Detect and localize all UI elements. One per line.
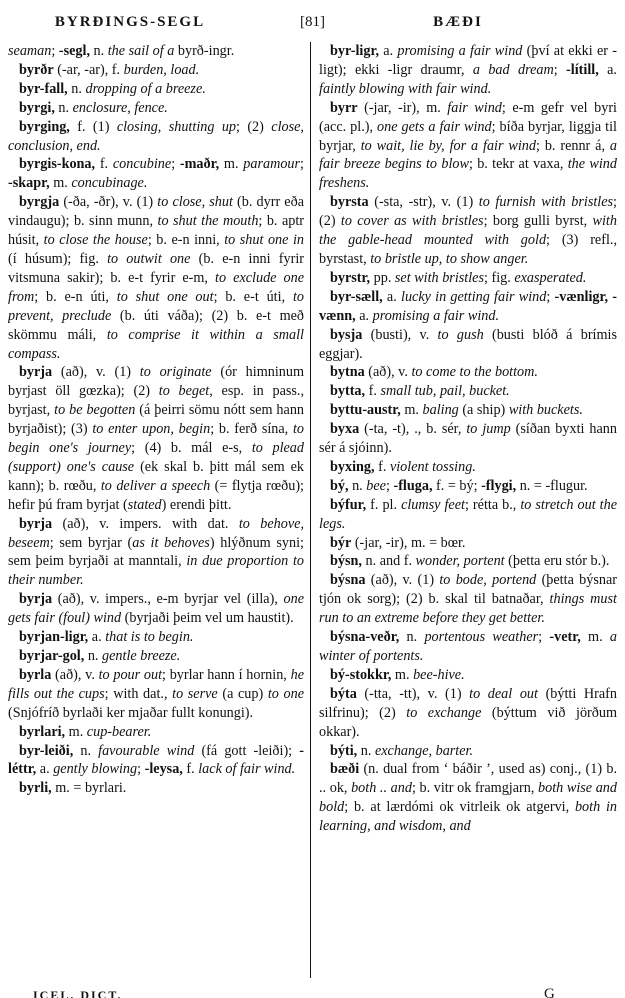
gloss: violent tossing. (389, 458, 476, 475)
running-head-left: BYRÐINGS-SEGL (54, 14, 206, 30)
gloss: seaman (8, 43, 52, 59)
text-run: n. (67, 80, 86, 97)
dictionary-entry (8, 742, 304, 780)
dictionary-entry (8, 155, 304, 193)
gloss: a fair breeze begins to blow (319, 137, 617, 173)
text-run: (að), v. (364, 364, 412, 381)
text-run: (að), v. (51, 666, 99, 683)
text-run: (-ar, -ar), f. (53, 61, 124, 78)
dictionary-entry (8, 61, 304, 80)
headword: byrja (19, 515, 53, 532)
text-run: (ek skal b. þitt mál sem ek kann); b. rœðu, (8, 458, 304, 494)
text-run: ; b. e-n inni, (147, 232, 225, 249)
dictionary-entry (319, 742, 617, 761)
headword: -flygi, (481, 477, 517, 494)
gloss: exasperated. (514, 269, 587, 286)
text-run: ; b. e-t úti, (213, 288, 293, 305)
text-run: a. (36, 761, 54, 778)
text-run: f. (95, 156, 113, 173)
text-run: (= flytja rœðu); hefir þú fram byrjat ( (8, 477, 305, 513)
gloss: gently blowing (53, 761, 138, 778)
gloss: to wait, lie by, for a fair wind (360, 137, 536, 154)
text-run: f. = bý; (432, 477, 482, 494)
text-run: (b. e-n inni fyrir vitsmuna sakir); b. e-t fyrir e-m, (8, 250, 304, 286)
dictionary-entry (319, 326, 617, 364)
gloss: to pour out (98, 666, 163, 683)
dictionary-column-left (8, 42, 310, 978)
headword: býti, (330, 742, 358, 759)
gloss: dropping of a breeze. (85, 80, 206, 97)
gloss: the wind freshens. (319, 156, 617, 192)
text-run: f. (182, 761, 199, 778)
dictionary-entry (319, 401, 617, 420)
gloss: concubinage. (71, 175, 148, 192)
text-run: ; (546, 288, 555, 305)
headword: byxing, (330, 458, 375, 475)
text-run: n. (399, 629, 425, 646)
dictionary-entry (319, 288, 617, 326)
text-run: ; b. aptr húsit, (8, 213, 305, 249)
text-run: m. (400, 402, 423, 419)
dictionary-entry (319, 534, 617, 553)
text-run: , esp. in pass., byrjast, (8, 383, 305, 419)
text-run: (að), v. (1) (365, 572, 440, 589)
gloss: stated (127, 496, 162, 513)
dictionary-entry (319, 193, 617, 269)
text-run: ) erendi þitt. (161, 496, 232, 513)
text-run: (b. dyrr eða vindaugu); b. sinn munn, (8, 194, 304, 230)
dictionary-entry (8, 590, 304, 628)
running-head-right: BÆÐI (433, 14, 483, 30)
text-run: ; (3) refl., byrstast, (319, 232, 617, 267)
dictionary-entry (8, 666, 304, 723)
text-run: n. (357, 742, 375, 759)
dictionary-entry (8, 193, 304, 363)
text-run: a. (355, 307, 373, 324)
text-columns (8, 42, 618, 978)
headword: byrðr (19, 61, 54, 78)
gloss: bee (366, 477, 386, 494)
dictionary-entry (8, 118, 304, 156)
gloss: he fills out the cups (8, 666, 304, 702)
headword: -leysa, (144, 761, 183, 778)
gloss: to shut one in (224, 232, 304, 249)
gloss: to stretch out the legs. (319, 496, 617, 532)
text-run: (fá gott -leiði); (194, 742, 300, 759)
text-run: ; (4) b. mál e-s, (131, 440, 252, 457)
text-run: ; byrlar hann í hornin, (162, 666, 291, 683)
text-run: m. (49, 175, 72, 192)
dictionary-entry (319, 99, 617, 194)
dictionary-entry (8, 723, 304, 742)
headword: byrla (19, 666, 52, 683)
text-run: n. (73, 742, 99, 759)
gloss: to come to the bottom. (411, 364, 538, 381)
text-run: f. (365, 383, 381, 400)
text-run: ; (553, 61, 567, 78)
headword: byrgi, (19, 99, 55, 116)
text-run: (-jar, -ir), m. (357, 99, 448, 116)
gloss: to gush (437, 326, 484, 343)
dictionary-entry (8, 42, 304, 61)
text-run: ; with dat., (104, 685, 173, 702)
text-run: (þetta býsnar tjón ok sorg); (2) b. skal til batnaðar, (319, 572, 617, 608)
gloss: with buckets. (508, 402, 583, 419)
text-run: (busti blóð á brímis eggjar). (319, 326, 617, 362)
headword: byrlari, (19, 723, 66, 740)
gloss: a winter of portents. (319, 629, 617, 664)
gloss: baling (422, 402, 459, 419)
gloss: to prevent, preclude (8, 288, 304, 324)
gloss: portentous weather (424, 629, 539, 646)
text-run: f. (1) (69, 118, 117, 135)
text-run: ; (2) (236, 118, 272, 135)
gloss: both wise and bold (319, 780, 617, 816)
gloss: to exclude one from (8, 269, 305, 305)
headword: byr-sæll, (330, 288, 383, 305)
dictionary-entry (8, 80, 304, 99)
text-run: n. (348, 477, 367, 494)
gloss: lucky in getting fair wind (401, 288, 547, 305)
gloss: small tub, pail, bucket. (380, 383, 510, 400)
text-run: f. (374, 458, 390, 475)
text-run: n. (54, 99, 73, 116)
headword: býr (330, 534, 352, 551)
gloss: gentle breeze. (102, 648, 181, 664)
text-run: ; b. at lærdómi ok vitrleik ok atgervi, (344, 799, 575, 816)
gloss: to jump (466, 421, 511, 438)
gloss: faintly blowing with fair wind. (319, 80, 492, 97)
text-run: (að), v. (1) (52, 364, 140, 381)
headword: -vænligr, -vænn, (319, 288, 617, 324)
gloss: lack of fair wind. (198, 761, 296, 778)
headword: bý-stokkr, (330, 666, 392, 683)
text-run: (býtti Hrafn silfrinu); (2) (319, 685, 617, 721)
text-run: (þetta eru stór b.). (504, 553, 610, 570)
text-run: (a cup) (217, 685, 268, 702)
page-number: [81] (300, 14, 325, 30)
dictionary-entry (319, 382, 617, 401)
text-run: f. pl. (366, 496, 402, 513)
gloss: bee-hive. (413, 666, 465, 683)
dictionary-entry (319, 666, 617, 685)
gloss: set with bristles (394, 269, 484, 286)
text-run: ; (385, 477, 394, 494)
gloss: to comprise it within a small compass. (8, 326, 304, 362)
text-run: (að), v. impers., e-m byrjar vel (illa), (52, 591, 284, 608)
gloss: to bode, portend (439, 572, 537, 589)
text-run: (-jar, -ir), m. = bœr. (351, 534, 466, 551)
text-run: (byrjaði þeim vel um haustit). (121, 610, 294, 627)
headword: -maðr, (179, 156, 220, 173)
text-run: ; (300, 156, 304, 173)
headword: byr-leiði, (19, 742, 74, 759)
text-run: (-tta, -tt), v. (1) (356, 685, 470, 702)
dictionary-entry (319, 552, 617, 571)
gloss: fair wind (447, 99, 502, 116)
text-run: ; b. ferð sína, (210, 421, 293, 438)
headword: byr-fall, (19, 80, 68, 97)
text-run: (busti), v. (362, 326, 438, 343)
gloss: closing, shutting up (116, 118, 237, 135)
text-run: a. (382, 288, 401, 305)
headword: byr-ligr, (330, 43, 379, 59)
text-run: ; rétta b., (464, 496, 521, 513)
text-run: ; b. tekr at vaxa, (468, 156, 568, 173)
gloss: to deal out (469, 685, 538, 702)
text-run: m. = byrlari. (51, 780, 127, 797)
gloss: to behove, beseem (8, 515, 304, 551)
text-run: (a ship) (458, 402, 509, 419)
text-run: ; (51, 43, 59, 59)
dictionary-column-right (311, 42, 617, 978)
headword: -skapr, (8, 175, 50, 192)
headword: byrgja (19, 194, 60, 211)
text-run: m. (580, 629, 610, 646)
text-run: (n. dual from ‘ báðir ’, used as) conj., (1) b. .. ok, (319, 761, 617, 797)
text-run: pp. (370, 269, 395, 286)
headword: býsn, (330, 553, 362, 570)
gloss: to outwit one (107, 250, 191, 267)
gloss: to shut one out (116, 288, 214, 305)
text-run: byrð-ingr. (177, 43, 235, 59)
gloss: to beget (158, 383, 210, 400)
gloss: the sail of a (107, 43, 178, 59)
text-run: n. = -flugur. (516, 477, 588, 494)
headword: býfur, (330, 496, 367, 513)
text-run: (að), v. impers. with dat. (52, 515, 239, 532)
text-run: ; b. rennr á, (536, 137, 610, 154)
gloss: as it behoves (132, 534, 210, 551)
gloss: to be begotten (54, 402, 136, 419)
gloss: favourable wind (98, 742, 195, 759)
gloss: to enter upon, begin (92, 421, 211, 438)
dictionary-entry (319, 42, 617, 99)
headword: byrging, (19, 118, 70, 135)
headword: bysja (330, 326, 363, 343)
text-run: m. (391, 666, 414, 683)
gloss: one gets fair (foul) wind (8, 591, 304, 627)
dictionary-entry (8, 515, 304, 591)
text-run: (b. úti váða); (2) b. e-t með skömmu máli, (8, 307, 304, 343)
text-run: ; (137, 761, 145, 778)
running-head (0, 14, 625, 34)
dictionary-entry (319, 571, 617, 628)
text-run: ; bíða byrjar, liggja til byrjar, (319, 118, 617, 154)
text-run: (-ta, -t), ., b. sér, (359, 421, 467, 438)
gloss: one gets a fair wind (377, 118, 492, 135)
text-run: m. (65, 723, 87, 740)
headword: býsna-veðr, (330, 629, 400, 646)
headword: byrsta (330, 194, 369, 211)
gloss: promising a fair wind. (372, 307, 500, 324)
headword: bæði (330, 761, 360, 778)
gloss: exchange, barter. (374, 742, 474, 759)
text-run: ; b. e-n úti, (34, 288, 117, 305)
dictionary-entry (319, 420, 617, 458)
gloss: to shut the mouth (157, 213, 259, 230)
gloss: to one (267, 685, 305, 702)
text-run: ; (171, 156, 180, 173)
dictionary-entry (319, 496, 617, 534)
text-run: (ór himninum byrjast öll gœzka); (2) (8, 364, 304, 400)
dictionary-entry (8, 628, 304, 647)
gloss: concubine (112, 156, 172, 173)
dictionary-entry (319, 628, 617, 666)
text-run: (Snjófríð byrlaði ker mjaðar fullt konungi). (8, 704, 254, 721)
text-run: (-ða, -ðr), v. (1) (59, 194, 158, 211)
headword: byrja (19, 364, 53, 381)
gloss: cup-bearer. (86, 723, 152, 740)
gloss: wonder, portent (415, 553, 505, 570)
gloss: to exchange (406, 704, 482, 721)
headword: -segl, (58, 43, 90, 59)
headword: byrja (19, 591, 53, 608)
gloss: to cover as with bristles (340, 213, 484, 230)
gloss: things must run to an extreme before they get better. (319, 591, 617, 627)
gloss: both in learning, and wisdom, and (319, 799, 617, 835)
gloss: to deliver a speech (100, 477, 211, 494)
text-run: (í húsum); fig. (8, 250, 108, 267)
dictionary-entry (319, 760, 617, 836)
text-run: a. (598, 61, 617, 78)
gloss: both .. and (351, 780, 412, 797)
headword: -lítill, (566, 61, 599, 78)
gloss: promising a fair wind (397, 43, 523, 59)
gloss: burden, load. (123, 61, 200, 78)
text-run: ; e-m gefr vel byri (acc. pl.), (319, 99, 617, 135)
headword: býta (330, 685, 357, 702)
text-run: (á þeirri sömu nótt sem hann byrjaðist); (3) (8, 402, 305, 438)
dictionary-entry (8, 363, 304, 514)
gloss: clumsy feet (401, 496, 465, 513)
headword: byrjan-ligr, (19, 629, 89, 646)
gloss: with the gable-head mounted with gold (319, 213, 617, 249)
headword: -léttr, (8, 742, 304, 778)
dictionary-entry (319, 685, 617, 742)
headword: byttu-austr, (330, 402, 401, 419)
gloss: to begin one's journey (8, 421, 305, 457)
text-run: a. (379, 43, 398, 59)
headword: byrr (330, 99, 358, 116)
dictionary-entry (319, 477, 617, 496)
gloss: that is to begin. (105, 629, 194, 646)
text-run: n. and f. (361, 553, 416, 570)
headword: byrstr, (330, 269, 371, 286)
text-run: ; (2) (319, 194, 617, 230)
gloss: enclosure, fence. (72, 99, 168, 116)
printer-signature-right: G (544, 986, 555, 998)
text-run: ; (538, 629, 550, 646)
gloss: to serve (172, 685, 218, 702)
dictionary-entry (8, 779, 304, 798)
headword: bý, (330, 477, 349, 494)
text-run: (síðan byxti hann sér á sjóinn). (319, 421, 617, 457)
text-run: ; fig. (483, 269, 515, 286)
headword: byrli, (19, 780, 52, 797)
gloss: close, conclusion, end. (8, 118, 304, 154)
gloss: to furnish with bristles (478, 194, 614, 211)
headword: -vetr, (549, 629, 581, 646)
text-run: (-sta, -str), v. (1) (368, 194, 479, 211)
text-run: n. (84, 648, 103, 664)
dictionary-entry (319, 363, 617, 382)
gloss: a bad dream (472, 61, 554, 78)
text-run: m. (219, 156, 244, 173)
dictionary-entry (319, 269, 617, 288)
text-run: a. (88, 629, 106, 646)
text-run: n. (90, 43, 108, 59)
text-run: (býttum við jörðum okkar). (319, 704, 617, 740)
gloss: to bristle up, to show anger. (370, 250, 529, 267)
text-run: (því at ekki er -ligt); ekki -ligr draumr, (319, 43, 617, 78)
headword: -fluga, (393, 477, 433, 494)
headword: byrgis-kona, (19, 156, 96, 173)
headword: byrjar-gol, (19, 648, 85, 664)
text-run: ; b. vitr ok framgjarn, (411, 780, 539, 797)
gloss: paramour (243, 156, 301, 173)
text-run: ; borg gulli byrst, (483, 213, 593, 230)
dictionary-entry (319, 458, 617, 477)
headword: býsna (330, 572, 366, 589)
gloss: to plead (support) one's cause (8, 440, 304, 475)
headword: byxa (330, 421, 360, 438)
gloss: to originate (139, 364, 212, 381)
headword: bytna (330, 364, 365, 381)
gloss: in due proportion to their number. (8, 553, 304, 589)
text-run: ) hlýðnum syni; sem þeim byrjaði at manntali, (8, 534, 304, 570)
headword: bytta, (330, 383, 366, 400)
dictionary-entry (8, 99, 304, 118)
printer-signature-left: ICEL. DICT. (33, 988, 123, 998)
gloss: to close the house (43, 232, 148, 249)
dictionary-entry (8, 647, 304, 666)
gloss: to close, shut (157, 194, 233, 211)
text-run: ; sem byrjar ( (49, 534, 133, 551)
